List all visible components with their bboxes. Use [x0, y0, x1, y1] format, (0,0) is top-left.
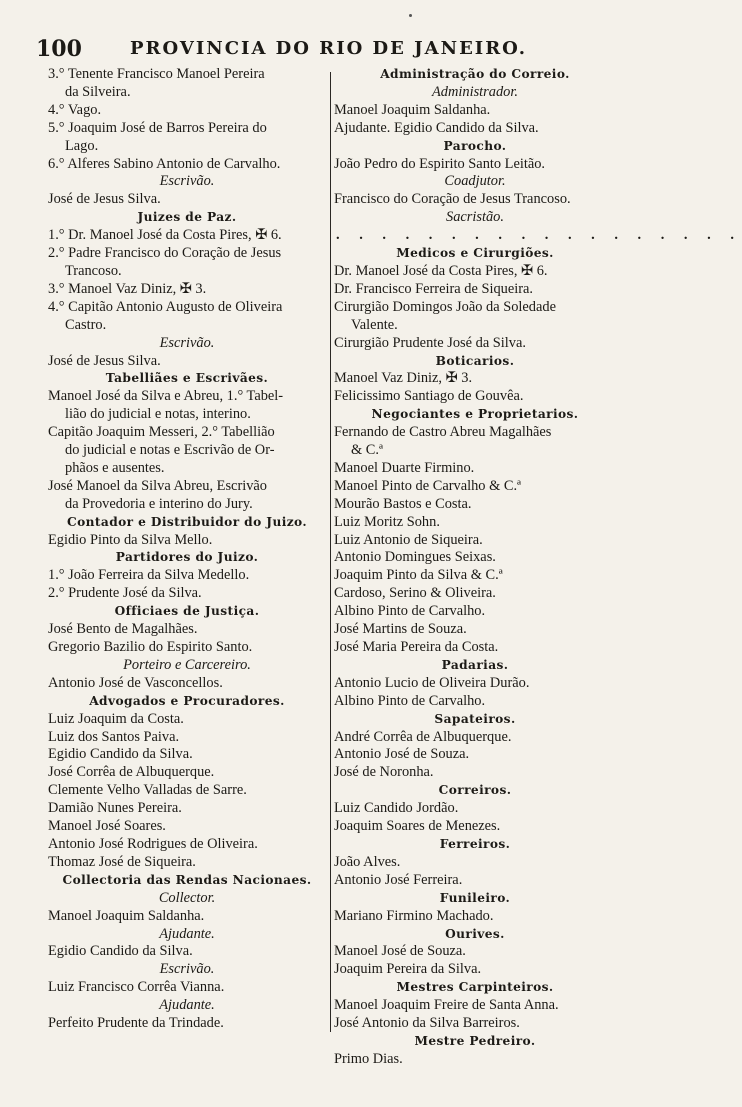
- entry: Manoel Joaquim Freire de Santa Anna.: [334, 997, 559, 1014]
- entry: Manoel Joaquim Saldanha.: [48, 907, 205, 924]
- entry: Cardoso, Serino & Oliveira.: [334, 585, 496, 602]
- entry: Dr. Manoel José da Costa Pires, ✠ 6.: [334, 262, 548, 279]
- entry: 4.° Capitão Antonio Augusto de Oliveira: [48, 298, 283, 315]
- role-label: Escrivão.: [159, 334, 215, 351]
- entry: Egidio Candido da Silva.: [48, 943, 193, 960]
- left-column: [48, 66, 326, 1033]
- entry: 1.° Dr. Manoel José da Costa Pires, ✠ 6.: [48, 227, 282, 244]
- entry: Luiz Moritz Sohn.: [334, 513, 440, 530]
- entry: Manoel José da Silva e Abreu, 1.° Tabel-: [48, 388, 284, 405]
- section-heading: Contador e Distribuidor do Juizo.: [66, 514, 308, 529]
- entry: 4.° Vago.: [48, 101, 102, 118]
- entry: André Corrêa de Albuquerque.: [334, 728, 512, 745]
- entry: Perfeito Prudente da Trindade.: [48, 1015, 224, 1032]
- role-label: Administrador.: [432, 83, 518, 100]
- entry: Cirurgião Prudente José da Silva.: [334, 334, 526, 351]
- entry: Cirurgião Domingos João da Soledade: [334, 298, 556, 315]
- entry: Joaquim Pinto da Silva & C.ª: [334, 567, 503, 584]
- entry: Antonio José de Souza.: [334, 746, 470, 763]
- section-heading: Correiros.: [438, 783, 512, 798]
- entry: Felicissimo Santiago de Gouvêa.: [334, 388, 524, 405]
- entry: 6.° Alferes Sabino Antonio de Carvalho.: [48, 155, 281, 172]
- entry: Luiz Joaquim da Costa.: [48, 710, 184, 727]
- entry: do judicial e notas e Escrivão de Or-: [65, 442, 275, 459]
- entry: Capitão Joaquim Messeri, 2.° Tabellião: [48, 424, 275, 441]
- entry: Lago.: [65, 137, 99, 154]
- section-heading: Ourives.: [445, 926, 505, 941]
- section-heading: Juizes de Paz.: [137, 210, 237, 225]
- role-label: Ajudante.: [159, 925, 215, 942]
- entry: Mariano Firmino Machado.: [334, 907, 494, 924]
- entry: da Provedoria e interino do Jury.: [65, 495, 253, 512]
- entry: Clemente Velho Valladas de Sarre.: [48, 782, 247, 799]
- section-heading: Parocho.: [443, 138, 507, 153]
- entry: Manoel Joaquim Saldanha.: [334, 101, 491, 118]
- role-label: Collector.: [158, 889, 216, 906]
- page-number: 100: [36, 36, 82, 62]
- entry: José Martins de Souza.: [334, 621, 467, 638]
- entry: Luiz Antonio de Siqueira.: [334, 531, 483, 548]
- entry: Manoel Vaz Diniz, ✠ 3.: [334, 370, 473, 387]
- entry: Luiz Candido Jordão.: [334, 800, 459, 817]
- entry: Manoel Duarte Firmino.: [334, 459, 475, 476]
- entry: Ajudante. Egidio Candido da Silva.: [334, 119, 539, 136]
- role-label: Ajudante.: [159, 997, 215, 1014]
- role-label: Coadjutor.: [444, 173, 506, 190]
- entry: Luiz dos Santos Paiva.: [48, 728, 180, 745]
- section-heading: Medicos e Cirurgiões.: [396, 246, 554, 261]
- role-label: Porteiro e Carcereiro.: [123, 656, 251, 673]
- entry: Albino Pinto de Carvalho.: [334, 692, 486, 709]
- entry: Manoel José de Souza.: [334, 943, 466, 960]
- entry: 5.° Joaquim José de Barros Pereira do: [48, 119, 267, 136]
- entry: da Silveira.: [65, 83, 131, 100]
- entry: Castro.: [65, 316, 107, 333]
- section-heading: Tabelliães e Escrivães.: [105, 371, 269, 386]
- entry: Joaquim Soares de Menezes.: [334, 818, 501, 835]
- entry: Francisco do Coração de Jesus Trancoso.: [334, 191, 571, 208]
- entry: José de Noronha.: [334, 764, 434, 781]
- section-heading: Boticarios.: [435, 353, 515, 368]
- section-heading: Advogados e Procuradores.: [89, 693, 285, 708]
- entry: Mourão Bastos e Costa.: [334, 495, 472, 512]
- section-heading: Sapateiros.: [434, 711, 516, 726]
- entry: 1.° João Ferreira da Silva Medello.: [48, 567, 250, 584]
- section-heading: Ferreiros.: [439, 836, 511, 851]
- entry: Fernando de Castro Abreu Magalhães: [334, 424, 552, 441]
- entry: José Bento de Magalhães.: [48, 621, 198, 638]
- role-label: Escrivão.: [159, 961, 215, 978]
- running-title: PROVINCIA DO RIO DE JANEIRO.: [130, 38, 528, 59]
- dotted-leader: . . . . . . . . . . . . . . . . . .: [336, 227, 742, 244]
- entry: Antonio Domingues Seixas.: [334, 549, 496, 566]
- entry: José Manoel da Silva Abreu, Escrivão: [48, 477, 268, 494]
- entry: Valente.: [351, 316, 398, 333]
- entry: José de Jesus Silva.: [48, 352, 161, 369]
- entry: 3.° Manoel Vaz Diniz, ✠ 3.: [48, 280, 207, 297]
- entry: Antonio José de Vasconcellos.: [48, 674, 223, 691]
- role-label: Escrivão.: [159, 173, 215, 190]
- entry: Antonio Lucio de Oliveira Durão.: [334, 674, 530, 691]
- entry: Antonio José Rodrigues de Oliveira.: [48, 835, 258, 852]
- entry: lião do judicial e notas, interino.: [65, 406, 251, 423]
- entry: José Antonio da Silva Barreiros.: [334, 1015, 520, 1032]
- section-heading: Padarias.: [441, 657, 509, 672]
- section-heading: Officiaes de Justiça.: [114, 604, 260, 619]
- entry: Egidio Pinto da Silva Mello.: [48, 531, 213, 548]
- section-heading: Mestre Pedreiro.: [414, 1033, 536, 1048]
- entry: 3.° Tenente Francisco Manoel Pereira: [48, 66, 265, 82]
- role-label: Sacristão.: [446, 209, 504, 226]
- section-heading: Administração do Correio.: [380, 67, 570, 81]
- section-heading: Partidores do Juizo.: [115, 550, 259, 565]
- entry: José de Jesus Silva.: [48, 191, 161, 208]
- entry: José Corrêa de Albuquerque.: [48, 764, 215, 781]
- entry: Primo Dias.: [334, 1050, 403, 1067]
- section-heading: Funileiro.: [439, 890, 511, 905]
- entry: Gregorio Bazilio do Espirito Santo.: [48, 639, 253, 655]
- page-header: [36, 36, 536, 62]
- ink-speck: [409, 14, 412, 17]
- entry: phãos e ausentes.: [65, 459, 165, 476]
- section-heading: Negociantes e Proprietarios.: [371, 407, 579, 422]
- entry: Thomaz José de Siqueira.: [48, 853, 196, 870]
- section-heading: Mestres Carpinteiros.: [396, 980, 554, 995]
- entry: 2.° Prudente José da Silva.: [48, 585, 202, 602]
- entry: Damião Nunes Pereira.: [48, 800, 182, 817]
- right-column: [334, 66, 742, 1069]
- entry: Manoel Pinto de Carvalho & C.ª: [334, 477, 522, 494]
- entry: Trancoso.: [65, 262, 122, 279]
- entry: Albino Pinto de Carvalho.: [334, 603, 486, 620]
- entry: Joaquim Pereira da Silva.: [334, 961, 482, 978]
- entry: José Maria Pereira da Costa.: [334, 639, 499, 655]
- entry: 2.° Padre Francisco do Coração de Jesus: [48, 245, 282, 262]
- column-divider: [330, 72, 331, 1032]
- entry: Dr. Francisco Ferreira de Siqueira.: [334, 280, 534, 297]
- entry: João Alves.: [334, 853, 401, 870]
- entry: Antonio José Ferreira.: [334, 871, 463, 888]
- entry: Manoel José Soares.: [48, 818, 166, 835]
- entry: Luiz Francisco Corrêa Vianna.: [48, 979, 225, 996]
- entry: Egidio Candido da Silva.: [48, 746, 193, 763]
- entry: João Pedro do Espirito Santo Leitão.: [334, 155, 546, 172]
- entry: & C.ª: [351, 442, 383, 459]
- section-heading: Collectoria das Rendas Nacionaes.: [62, 872, 312, 887]
